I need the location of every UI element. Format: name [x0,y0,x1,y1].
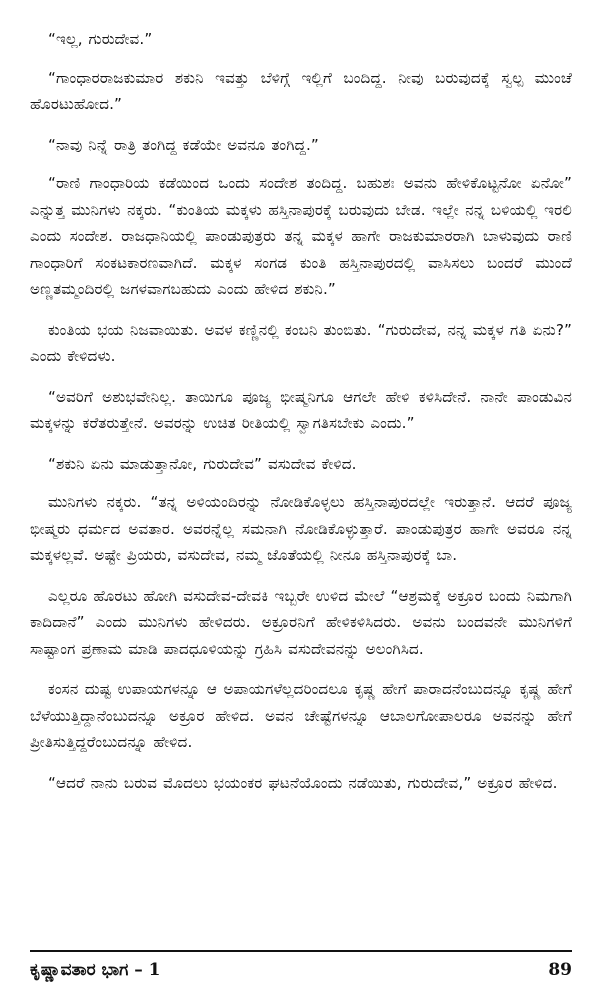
paragraph-7: “ಶಕುನಿ ಏನು ಮಾಡುತ್ತಾನೋ, ಗುರುದೇವ” ವಸುದೇವ ಕೇಳಿದ. [48,454,357,473]
paragraph-4: “ರಾಣಿ ಗಾಂಧಾರಿಯ ಕಡೆಯಿಂದ ಒಂದು ಸಂದೇಶ ತಂದಿದ್ದ. ಬಹುಶಃ ಅವನು ಹೇಳಿಕೊಟ್ಟನೋ ಏನೋ” ಎನ್ನುತ್ತ ಮುನಿಗಳು ನಕ್ಕರು. “ಕುಂತಿಯ ಮಕ್ಕಳು ಹಸ್ತಿನಾಪುರಕ್ಕೆ ಬರುವುದು ಬೇಡ. ಇಲ್ಲೇ ನನ್ನ ಬಳಿಯಲ್ಲಿ ಇರಲಿ ಎಂದು ಸಂದೇಶ. ರಾಜಧಾನಿಯಲ್ಲಿ ಪಾಂಡುಪುತ್ರರು ತನ್ನ ಮಕ್ಕಳ ಹಾಗೇ ರಾಜಕುಮಾರರಾಗಿ ಬಾಳುವುದು ರಾಣಿ ಗಾಂಧಾರಿಗೆ ಸಂಕಟಕಾರಣವಾಗಿದೆ. ಮಕ್ಕಳ ಸಂಗಡ ಕುಂತಿ ಹಸ್ತಿನಾಪುರದಲ್ಲಿ ವಾಸಿಸಲು ಬಂದರೆ ಮುಂದೆ ಅಣ್ಣತಮ್ಮಂದಿರಲ್ಲಿ ಜಗಳವಾಗಬಹುದು ಎಂದು ಹೇಳಿದ ಶಕುನಿ.” [30,174,572,298]
paragraph-6: “ಅವರಿಗೆ ಅಶುಭವೇನಿಲ್ಲ. ತಾಯಿಗೂ ಪೂಜ್ಯ ಭೀಷ್ಮನಿಗೂ ಆಗಲೇ ಹೇಳಿ ಕಳಿಸಿದೇನೆ. ನಾನೇ ಪಾಂಡುವಿನ ಮಕ್ಕಳನ್ನು ಕರೆತರುತ್ತೇನೆ. ಅವರನ್ನು ಉಚಿತ ರೀತಿಯಲ್ಲಿ ಸ್ವಾಗತಿಸಬೇಕು ಎಂದು.” [30,387,572,432]
paragraph-2: “ಗಾಂಧಾರರಾಜಕುಮಾರ ಶಕುನಿ ಇವತ್ತು ಬೆಳಿಗ್ಗೆ ಇಲ್ಲಿಗೆ ಬಂದಿದ್ದ. ನೀವು ಬರುವುದಕ್ಕೆ ಸ್ವಲ್ಪ ಮುಂಚೆ ಹೊರಟುಹೋದ.” [30,68,572,113]
footer-divider [30,950,572,952]
paragraph-3: “ನಾವು ನಿನ್ನೆ ರಾತ್ರಿ ತಂಗಿದ್ದ ಕಡೆಯೇ ಅವನೂ ತಂಗಿದ್ದ.” [48,135,319,154]
paragraph-11: “ಆದರೆ ನಾನು ಬರುವ ಮೊದಲು ಭಯಂಕರ ಘಟನೆಯೊಂದು ನಡೆಯಿತು, ಗುರುದೇವ,” ಅಕ್ರೂರ ಹೇಳಿದ. [48,773,558,792]
paragraph-10: ಕಂಸನ ದುಷ್ಟ ಉಪಾಯಗಳನ್ನೂ ಆ ಅಪಾಯಗಳೆಲ್ಲದರಿಂದಲೂ ಕೃಷ್ಣ ಹೇಗೆ ಪಾರಾದನೆಂಬುದನ್ನೂ ಕೃಷ್ಣ ಹೇಗೆ ಬೆಳೆಯುತ್ತಿದ್ದಾನೆಂಬುದನ್ನೂ ಅಕ್ರೂರ ಹೇಳಿದ. ಅವನ ಚೇಷ್ಟೆಗಳನ್ನೂ ಆಬಾಲಗೋಪಾಲರೂ ಅವನನ್ನು ಹೇಗೆ ಪ್ರೀತಿಸುತ್ತಿದ್ದರೆಂಬುದನ್ನೂ ಹೇಳಿದ. [30,680,572,751]
paragraph-9: ಎಲ್ಲರೂ ಹೊರಟು ಹೋಗಿ ವಸುದೇವ-ದೇವಕಿ ಇಬ್ಬರೇ ಉಳಿದ ಮೇಲೆ “ಆಶ್ರಮಕ್ಕೆ ಅಕ್ರೂರ ಬಂದು ನಿಮಗಾಗಿ ಕಾದಿದಾನೆ” ಎಂದು ಮುನಿಗಳು ಹೇಳಿದರು. ಅಕ್ರೂರನಿಗೆ ಹೇಳಿಕಳಿಸಿದರು. ಅವನು ಬಂದವನೇ ಮುನಿಗಳಿಗೆ ಸಾಷ್ಟಾಂಗ ಪ್ರಣಾಮ ಮಾಡಿ ಪಾದಧೂಳಿಯನ್ನು ಗ್ರಹಿಸಿ ವಸುದೇವನನ್ನು ಅಲಂಗಿಸಿದ. [30,586,572,658]
paragraph-1: “ಇಲ್ಲ, ಗುರುದೇವ.” [48,30,153,48]
paragraph-8: ಮುನಿಗಳು ನಕ್ಕರು. “ತನ್ನ ಅಳಿಯಂದಿರನ್ನು ನೋಡಿಕೊಳ್ಳಲು ಹಸ್ತಿನಾಪುರದಲ್ಲೇ ಇರುತ್ತಾನೆ. ಆದರೆ ಪೂಜ್ಯ ಭೀಷ್ಮರು ಧರ್ಮದ ಅವತಾರ. ಅವರನ್ನೆಲ್ಲ ಸಮನಾಗಿ ನೋಡಿಕೊಳ್ಳುತ್ತಾರೆ. ಪಾಂಡುಪುತ್ರರ ಹಾಗೇ ಅವರೂ ನನ್ನ ಮಕ್ಕಳಲ್ಲವೆ. ಅಷ್ಟೇ ಪ್ರಿಯರು, ವಸುದೇವ, ನಮ್ಮ ಜೊತೆಯಲ್ಲಿ ನೀನೂ ಹಸ್ತಿನಾಪುರಕ್ಕೆ ಬಾ. [30,493,572,564]
page-body-text [30,26,572,810]
paragraph-5: ಕುಂತಿಯ ಭಯ ನಿಜವಾಯಿತು. ಅವಳ ಕಣ್ಣಿನಲ್ಲಿ ಕಂಬನಿ ತುಂಬಿತು. “ಗುರುದೇವ, ನನ್ನ ಮಕ್ಕಳ ಗತಿ ಏನು?” ಎಂದು ಕೇಳಿದಳು. [30,320,572,365]
page-footer [30,955,572,985]
page-number: 89 [548,960,572,980]
book-title: ಕೃಷ್ಣಾವತಾರ ಭಾಗ – 1 [30,960,161,980]
